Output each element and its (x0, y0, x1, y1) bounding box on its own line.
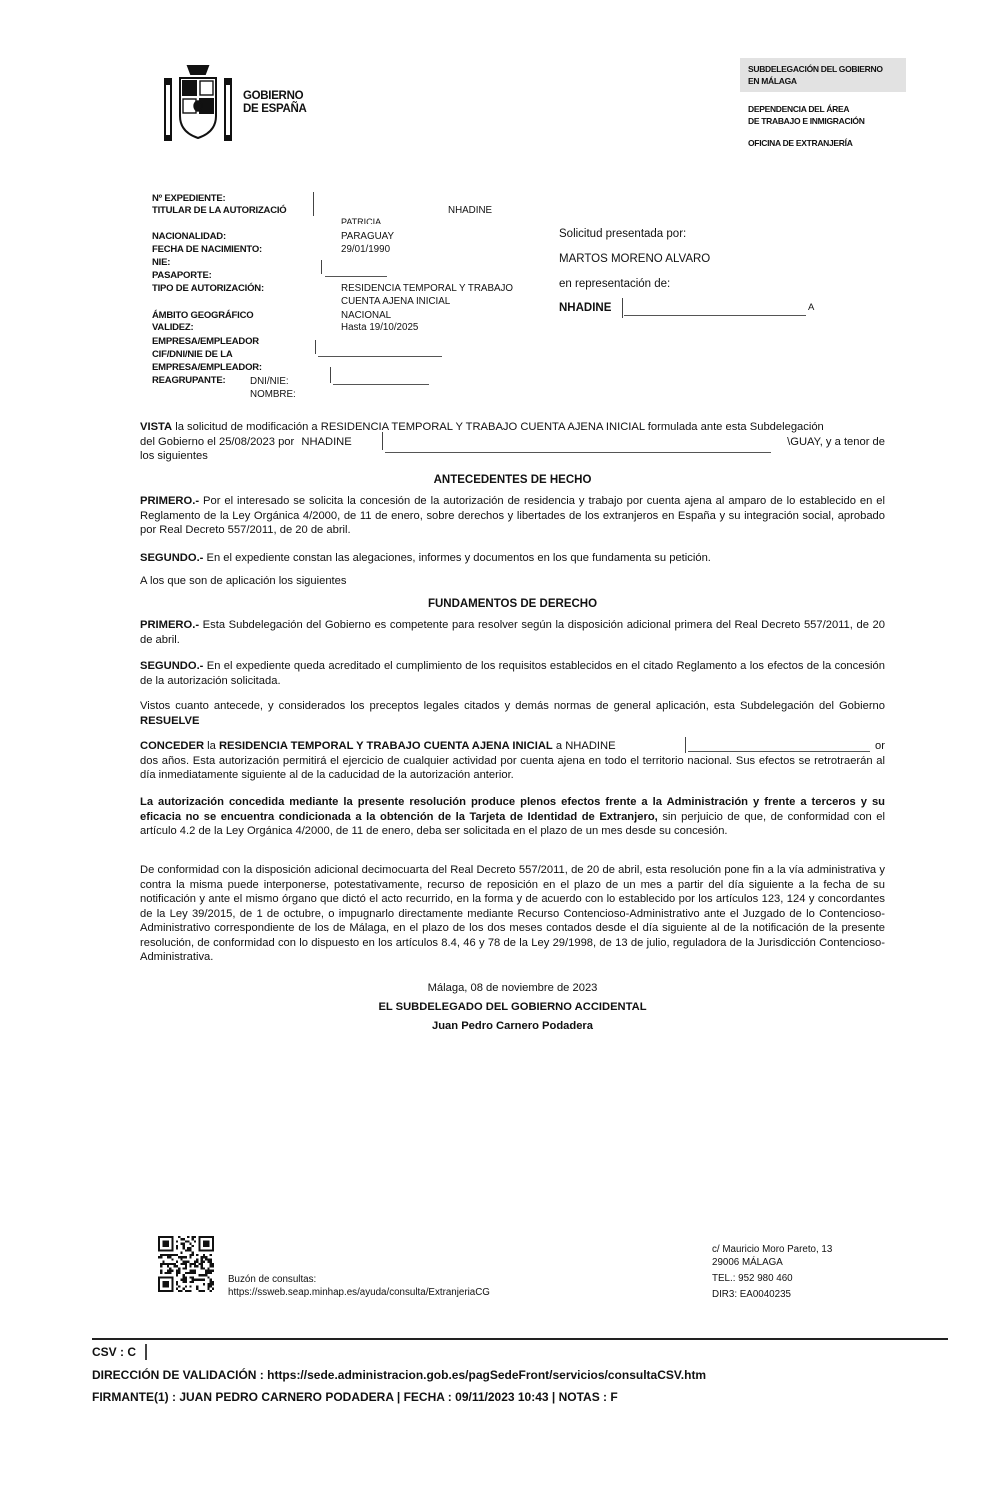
tipo-value-1: RESIDENCIA TEMPORAL Y TRABAJO (341, 283, 514, 294)
subdelegation-line-1: SUBDELEGACIÓN DEL GOBIERNO (748, 64, 883, 74)
csv-code: CSV : C (92, 1345, 137, 1359)
efectos-paragraph (140, 795, 885, 839)
department-line-1: DEPENDENCIA DEL ÁREA (748, 104, 850, 114)
fundamentos-heading: FUNDAMENTOS DE DERECHO (427, 598, 598, 610)
signer-name: Juan Pedro Carnero Podadera (431, 1020, 594, 1032)
government-name (243, 90, 307, 116)
buzon-url[interactable]: https://ssweb.seap.minhap.es/ayuda/consulta/ExtranjeriaCG (228, 1287, 490, 1298)
conceder-text: dos años. Esta autorización permitirá el ejercicio de cualquier actividad por cuenta ajena en todo el territorio nacional. Sus efectos se retrotraerán al día inmediatamente siguiente al de la caducidad de la autorización anterior. (140, 754, 885, 781)
fundamento-segundo-text: En el expediente queda acreditado el cumplimiento de los requisitos establecidos en el citado Reglamento a los efectos de la concesión de la autorización solicitada. (140, 660, 885, 687)
aplicacion-text: A los que son de aplicación los siguientes (140, 575, 347, 587)
reagrupante-label: REAGRUPANTE: (152, 375, 226, 386)
cif-label-2: EMPRESA/EMPLEADOR: (152, 362, 262, 373)
redaction-mark (624, 315, 806, 316)
tipo-autorizacion-label: TIPO DE AUTORIZACIÓN: (152, 283, 264, 294)
vista-bold: VISTA (140, 421, 173, 433)
redaction-mark (145, 1344, 147, 1360)
redaction-mark (318, 356, 442, 357)
redaction-mark (333, 384, 429, 385)
conceder-name: a NHADINE (555, 740, 616, 752)
office-name: OFICINA DE EXTRANJERÍA (748, 138, 853, 148)
represented-tail: A (808, 302, 815, 313)
nie-label: NIE: (152, 257, 171, 268)
nacionalidad-value: PARAGUAY (341, 231, 394, 242)
fundamento-primero (140, 618, 885, 647)
redaction-mark (325, 276, 387, 277)
place-date: Málaga, 08 de noviembre de 2023 (427, 982, 598, 994)
conceder-la: la (207, 740, 216, 752)
antecedentes-heading: ANTECEDENTES DE HECHO (433, 474, 592, 486)
validation-address[interactable]: DIRECCIÓN DE VALIDACIÓN : https://sede.administracion.gob.es/pagSedeFront/servicios/consultaCSV.htm (92, 1368, 707, 1382)
department-line-2: DE TRABAJO E INMIGRACIÓN (748, 116, 865, 126)
signer-title: EL SUBDELEGADO DEL GOBIERNO ACCIDENTAL (378, 1001, 647, 1013)
coat-of-arms-icon (162, 62, 234, 146)
vista-tail: \GUAY, y a tenor de (787, 435, 885, 448)
vistos-paragraph (140, 699, 885, 728)
dni-nie-label: DNI/NIE: (250, 376, 289, 387)
signer-info: FIRMANTE(1) : JUAN PEDRO CARNERO PODADERA | FECHA : 09/11/2023 10:43 | NOTAS : F (92, 1390, 618, 1404)
fecha-nacimiento-value: 29/01/1990 (341, 244, 391, 255)
antecedente-primero-label: PRIMERO.- (140, 495, 200, 507)
conceder-tail: or (875, 740, 885, 752)
cif-label-1: CIF/DNI/NIE DE LA (152, 349, 233, 360)
dir3-code: DIR3: EA0040235 (712, 1289, 791, 1300)
efectos-text: sin perjuicio de que, de conformidad con el artículo 4.2 de la Ley Orgánica 4/2000, de 11 de enero, deba ser solicitada en el plazo de un mes desde su concesión. (140, 810, 885, 837)
footer-divider (92, 1338, 948, 1340)
qr-code-icon (158, 1236, 214, 1292)
antecedente-segundo-label: SEGUNDO.- (140, 552, 204, 564)
redaction-mark (330, 367, 331, 383)
fundamento-segundo (140, 659, 885, 688)
gov-line-1: GOBIERNO (243, 90, 304, 102)
representing-label: en representación de: (559, 278, 671, 290)
validez-label: VALIDEZ: (152, 322, 194, 333)
fundamento-primero-text: Esta Subdelegación del Gobierno es competente para resolver según la disposición adicional primera del Real Decreto 557/2011, de 20 de abril. (140, 619, 885, 646)
tipo-value-2: CUENTA AJENA INICIAL (341, 296, 451, 307)
antecedente-segundo-text: En el expediente constan las alegaciones, informes y documentos en los que fundamenta su petición. (206, 552, 711, 564)
fundamento-segundo-label: SEGUNDO.- (140, 660, 204, 672)
ambito-label: ÁMBITO GEOGRÁFICO (152, 310, 254, 321)
presented-by-value: MARTOS MORENO ALVARO (559, 253, 711, 265)
nombre-label: NOMBRE: (250, 389, 296, 400)
efectos-bold-text: La autorización concedida mediante la presente resolución produce plenos efectos frente a la Administración y frente a terceros y su eficacia no se encuentra condicionada a la obtención de la Tarjeta de Identidad de Extranjero, (140, 796, 885, 823)
pasaporte-label: PASAPORTE: (152, 270, 212, 281)
buzon-label: Buzón de consultas: (228, 1274, 317, 1285)
address-line-2: 29006 MÁLAGA (712, 1257, 783, 1268)
ambito-value: NACIONAL (341, 310, 392, 321)
titular-label: TITULAR DE LA AUTORIZACIÓ (152, 205, 287, 216)
redaction-mark (385, 452, 771, 453)
presented-by-label: Solicitud presentada por: (559, 228, 687, 240)
gov-line-2: DE ESPAÑA (243, 103, 307, 115)
antecedente-primero (140, 494, 885, 538)
redaction-mark (313, 192, 314, 216)
address-line-1: c/ Mauricio Moro Pareto, 13 (712, 1244, 833, 1255)
redaction-mark (315, 340, 316, 354)
expediente-label: Nº EXPEDIENTE: (152, 193, 226, 204)
conceder-label: CONCEDER (140, 740, 205, 752)
fecha-nacimiento-label: FECHA DE NACIMIENTO: (152, 244, 263, 255)
subdelegation-line-2: EN MÁLAGA (748, 76, 797, 86)
redaction-mark (321, 260, 322, 274)
conceder-paragraph (140, 739, 885, 783)
vistos-text: Vistos cuanto antecede, y considerados los preceptos legales citados y demás normas de general aplicación, esta Subdelegación del Gobierno (140, 700, 885, 712)
fundamento-primero-label: PRIMERO.- (140, 619, 200, 631)
empresa-label: EMPRESA/EMPLEADOR (152, 336, 259, 347)
vista-text-2: del Gobierno el 25/08/2023 por (140, 435, 295, 448)
redaction-mark (685, 737, 686, 753)
antecedente-primero-text: Por el interesado se solicita la concesión de la autorización de residencia y trabajo por cuenta ajena al amparo de lo establecido en el Reglamento de la Ley Orgánica 4/2000, de 11 de enero, sobre derechos y libertades de los extranjeros en España y su integración social, aprobado por Real Decreto 557/2011, de 20 de abril. (140, 495, 885, 536)
redaction-mark (688, 751, 870, 752)
conceder-authorization-type: RESIDENCIA TEMPORAL Y TRABAJO CUENTA AJENA INICIAL (218, 740, 553, 752)
resuelve-label: RESUELVE (140, 714, 200, 727)
redaction-mark (382, 432, 383, 450)
vista-name: NHADINE (301, 435, 352, 448)
vista-text: la solicitud de modificación a RESIDENCIA TEMPORAL Y TRABAJO CUENTA AJENA INICIAL formulada ante esta Subdelegación (175, 421, 824, 433)
titular-partial-name: PATRICIA (341, 218, 382, 224)
redaction-mark (622, 298, 623, 318)
nacionalidad-label: NACIONALIDAD: (152, 231, 226, 242)
represented-value: NHADINE (559, 302, 612, 314)
validez-value: Hasta 19/10/2025 (341, 322, 419, 333)
recurso-paragraph: De conformidad con la disposición adicional decimocuarta del Real Decreto 557/2011, de 20 de abril, esta resolución pone fin a la vía administrativa y contra la misma puede interponerse, potestativamente, recurso de reposición en el plazo de un mes a partir del día siguiente a la fecha de su notificación y ante el mismo órgano que dictó el acto recurrido, en la forma y de acuerdo con lo establecido por los artículos 123, 124 y concordantes de la Ley 39/2015, de 1 de octubre, o impugnarlo directamente mediante Recurso Contencioso-Administrativo ante el Juzgado de lo Contencioso-Administrativo correspondiente de los de Málaga, en el plazo de los dos meses contados desde el día siguiente al de la notificación de la presente resolución, de conformidad con lo dispuesto en los artículos 8.4, 46 y 78 de la Ley 29/1998, de 13 de julio, reguladora de la Jurisdicción Contencioso-Administrativa. (140, 864, 885, 963)
vista-paragraph (140, 420, 885, 464)
vista-text-3: los siguientes (140, 450, 208, 462)
telephone: TEL.: 952 980 460 (712, 1273, 793, 1284)
antecedente-segundo (140, 551, 885, 566)
titular-value: NHADINE (448, 205, 493, 216)
